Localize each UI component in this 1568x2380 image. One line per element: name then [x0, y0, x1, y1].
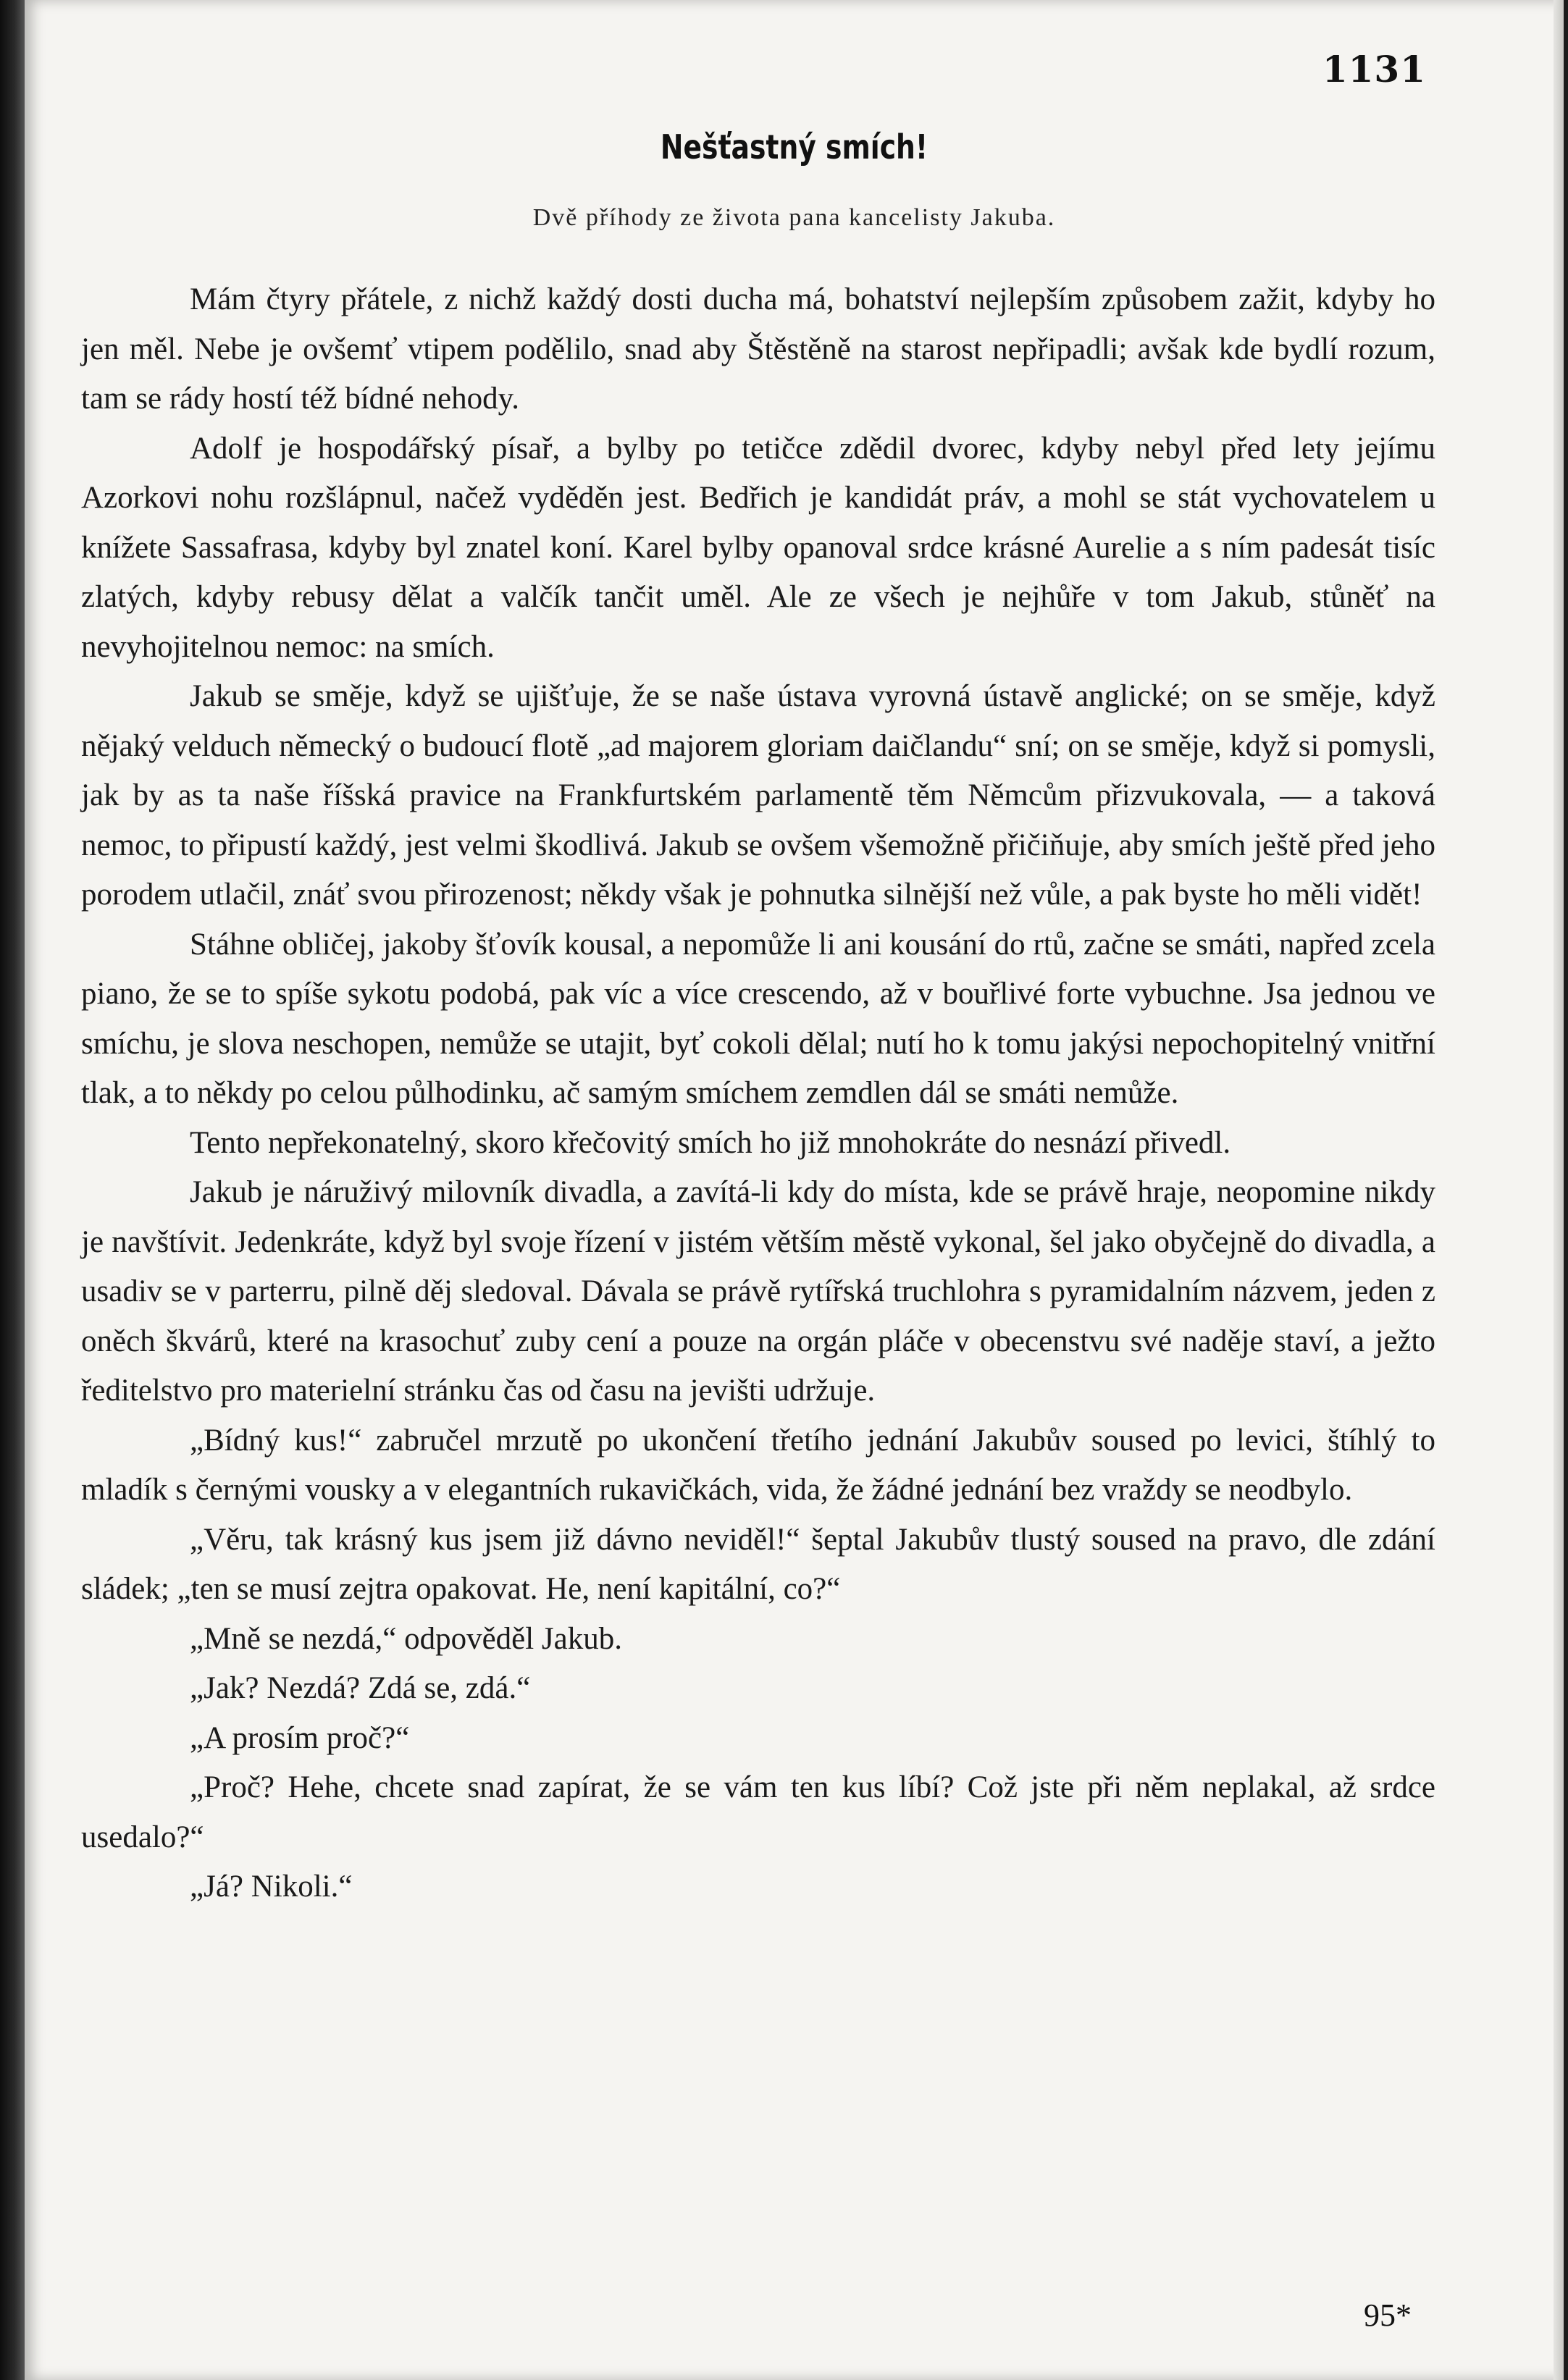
scan-left-shadow — [0, 0, 25, 2380]
paragraph: Adolf je hospodářský písař, a bylby po tetičce zdědil dvorec, kdyby nebyl před lety jejímu Azorkovi nohu rozšlápnul, načež vyděděn jest. Bedřich je kandidát práv, a mohl se stát vychovatelem u knížete Sassafrasa, kdyby byl znatel koní. Karel bylby opanoval srdce krásné Aurelie a s ním padesát tisíc zlatých, kdyby rebusy dělat a valčík tančit uměl. Ale ze všech je nejhůře v tom Jakub, stůněť na nevyhojitelnou nemoc: na smích. — [81, 431, 1435, 664]
paragraph: Stáhne obličej, jakoby šťovík kousal, a nepomůže li ani kousání do rtů, začne se smáti, napřed zcela piano, že se to spíše sykotu podobá, pak víc a více crescendo, až v bouřlivé forte vybuchne. Jsa jednou ve smíchu, je slova neschopen, nemůže se utajit, byť cokoli dělal; nutí ho k tomu jakýsi nepochopitelný vnitřní tlak, a to někdy po celou půlhodinku, ač samým smíchem zemdlen dál se smáti nemůže. — [81, 927, 1435, 1110]
article-subtitle: Dvě příhody ze života pana kancelisty Jakuba. — [532, 204, 1056, 231]
article-title: Nešťastný smích! — [660, 127, 928, 167]
page-number: 1131 — [1322, 48, 1426, 91]
article-body — [81, 275, 1435, 1912]
paragraph: Tento nepřekonatelný, skoro křečovitý smích ho již mnohokráte do nesnází přivedl. — [190, 1125, 1231, 1160]
paragraph: „Bídný kus!“ zabručel mrzutě po ukončení třetího jednání Jakubův soused po levici, štíhlý to mladík s černými vousky a v elegantních rukavičkách, vida, že žádné jednání bez vraždy se neodbylo. — [81, 1423, 1435, 1507]
paragraph: „Věru, tak krásný kus jsem již dávno neviděl!“ šeptal Jakubův tlustý soused na pravo, dle zdání sládek; „ten se musí zejtra opakovat. He, není kapitální, co?“ — [81, 1522, 1435, 1606]
paragraph: Jakub se směje, když se ujišťuje, že se naše ústava vyrovná ústavě anglické; on se směje, když nějaký velduch německý o budoucí flotě „ad majorem gloriam daičlandu“ sní; on se směje, když si pomysli, jak by as ta naše říšská pravice na Frankfurtském parlamentě těm Němcům přizvukovala, — a taková nemoc, to připustí každý, jest velmi škodlivá. Jakub se ovšem všemožně přičiňuje, aby smích ještě před jeho porodem utlačil, znáť svou přirozenost; někdy však je pohnutka silnější než vůle, a pak byste ho měli vidět! — [81, 679, 1435, 912]
paragraph: „Mně se nezdá,“ odpověděl Jakub. — [190, 1621, 623, 1656]
paragraph: „Já? Nikoli.“ — [190, 1870, 353, 1904]
book-page — [25, 0, 1564, 2380]
paragraph: Jakub je náruživý milovník divadla, a zavítá-li kdy do místa, kde se právě hraje, neopomine nikdy je navštívit. Jedenkráte, když byl svoje řízení v jistém větším městě vykonal, šel jako obyčejně do divadla, a usadiv se v parterru, pilně děj sledoval. Dávala se právě rytířská truchlohra s pyramidalním názvem, jeden z oněch škvárů, které na krasochuť zuby cení a pouze na orgán pláče v obecenstvu své naděje staví, a ježto ředitelstvo pro materielní stránku čas od času na jevišti udržuje. — [81, 1175, 1435, 1408]
paragraph: „A prosím proč?“ — [190, 1720, 410, 1755]
paragraph: Mám čtyry přátele, z nichž každý dosti ducha má, bohatství nejlepším způsobem zažit, kdyby ho jen měl. Nebe je ovšemť vtipem podělilo, snad aby Štěstěně na starost nepřipadli; avšak kde bydlí rozum, tam se rády hostí též bídné nehody. — [81, 282, 1435, 416]
paragraph: „Jak? Nezdá? Zdá se, zdá.“ — [190, 1671, 531, 1705]
paragraph: „Proč? Hehe, chcete snad zapírat, že se vám ten kus líbí? Což jste při něm neplakal, až srdce usedalo?“ — [81, 1770, 1435, 1854]
signature-mark: 95* — [1364, 2297, 1412, 2333]
page-edge — [1554, 0, 1564, 2380]
